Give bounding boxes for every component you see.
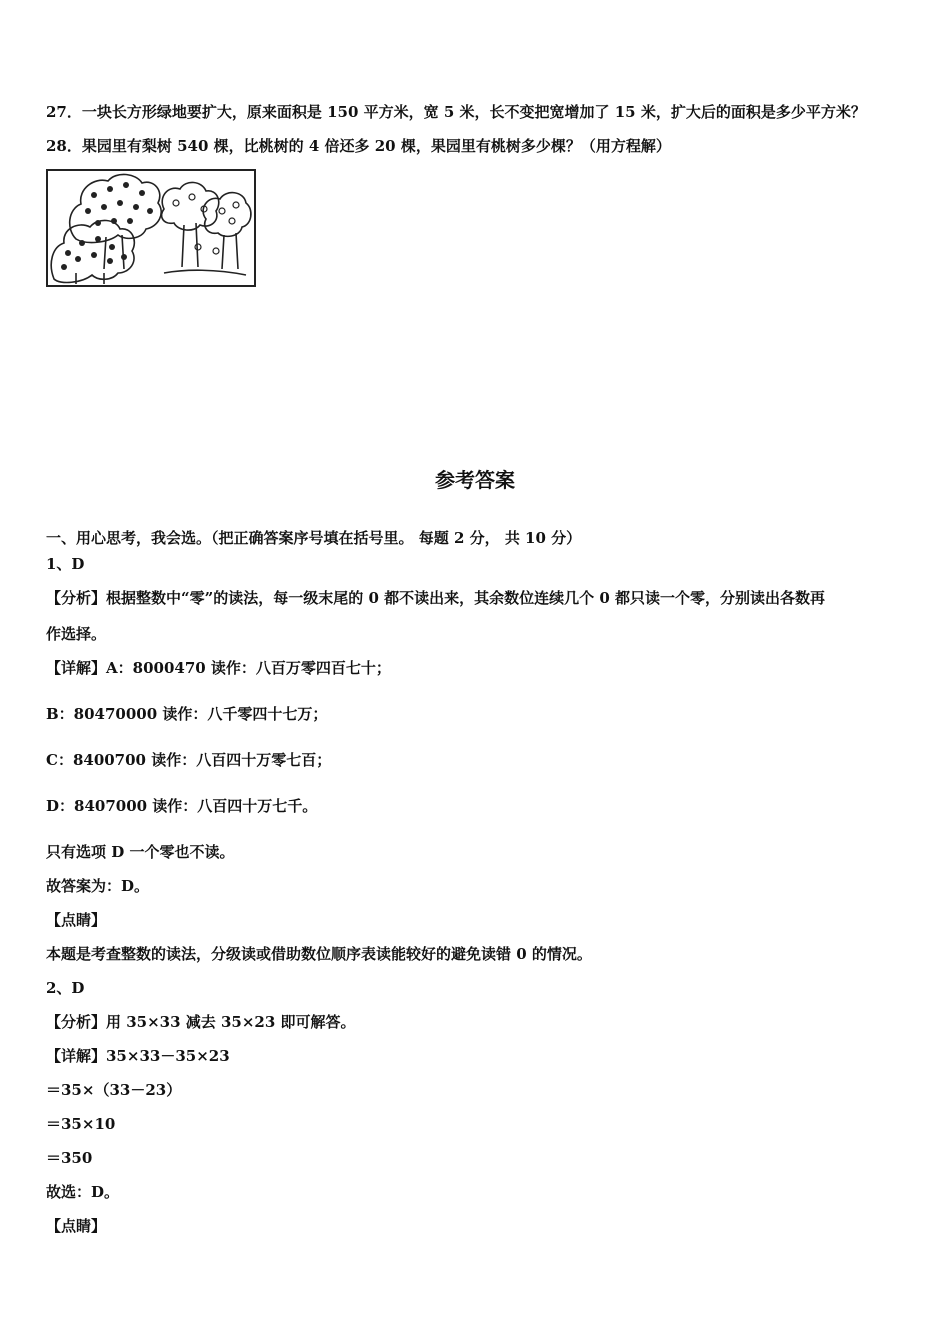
question-28: 28．果园里有梨树 540 棵，比桃树的 4 倍还多 20 棵，果园里有桃树多少棵？（用方程解） <box>46 137 671 155</box>
answer-1-tip-text: 本题是考查整数的读法，分级读或借助数位顺序表读能较好的避免读错 0 的情况。 <box>46 945 592 963</box>
orchard-trees-illustration <box>46 169 256 287</box>
answer-2-step2: ＝35×10 <box>46 1115 116 1133</box>
answer-1-analysis-line1: 【分析】根据整数中“零”的读法，每一级末尾的 0 都不读出来，其余数位连续几个 0 都只读一个零，分别读出各数再 <box>46 589 826 607</box>
answer-1-only-d: 只有选项 D 一个零也不读。 <box>46 843 235 861</box>
answer-1-detail-b: B：80470000 读作：八千零四十七万； <box>46 705 328 723</box>
answer-1-conclusion: 故答案为：D。 <box>46 877 150 895</box>
answer-2-detail: 【详解】35×33－35×23 <box>46 1047 230 1065</box>
answer-1-analysis-line2: 作选择。 <box>46 625 107 643</box>
answer-2-conclusion: 故选：D。 <box>46 1183 120 1201</box>
answer-2-step3: ＝350 <box>46 1149 93 1167</box>
answer-1-number: 1、D <box>46 555 85 573</box>
section1-heading: 一、用心思考，我会选。（把正确答案序号填在括号里。 每题 2 分， 共 10 分） <box>46 529 582 547</box>
answer-1-detail-d: D：8407000 读作：八百四十万七千。 <box>46 797 318 815</box>
answer-2-tip-label: 【点睛】 <box>46 1217 107 1235</box>
answer-key-title: 参考答案 <box>435 468 515 492</box>
answer-2-number: 2、D <box>46 979 85 997</box>
answer-1-detail-a: 【详解】A：8000470 读作：八百万零四百七十； <box>46 659 391 677</box>
answer-2-analysis: 【分析】用 35×33 减去 35×23 即可解答。 <box>46 1013 356 1031</box>
answer-1-tip-label: 【点睛】 <box>46 911 107 929</box>
question-27: 27．一块长方形绿地要扩大，原来面积是 150 平方米，宽 5 米，长不变把宽增加了 15 米，扩大后的面积是多少平方米？ <box>46 103 866 121</box>
answer-1-detail-c: C：8400700 读作：八百四十万零七百； <box>46 751 332 769</box>
answer-2-step1: ＝35×（33－23） <box>46 1081 182 1099</box>
